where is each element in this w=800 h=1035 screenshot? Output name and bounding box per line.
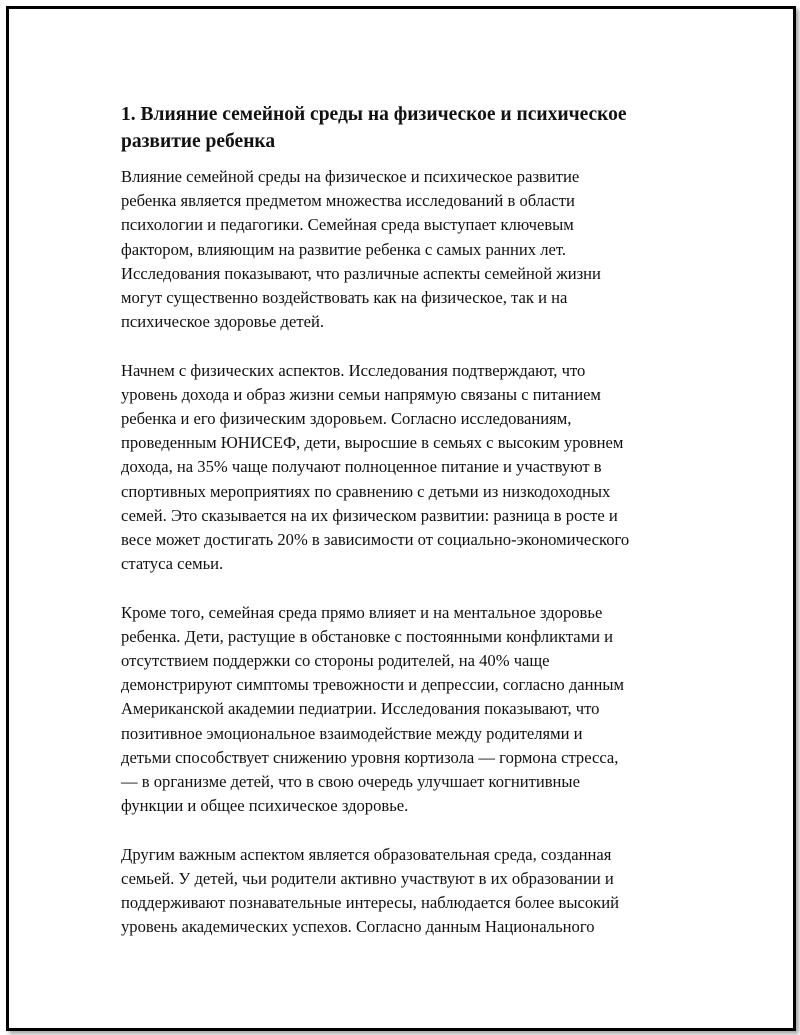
section-heading — [121, 101, 696, 155]
text-line: фактором, влияющим на развитие ребенка с самых ранних лет. — [121, 239, 566, 259]
text-line: позитивное эмоциональное взаимодействие между родителями и — [121, 723, 583, 743]
text-line: детьми способствует снижению уровня кортизола — гормона стресса, — [121, 747, 619, 767]
text-line: проведенным ЮНИСЕФ, дети, выросшие в семьях с высоким уровнем — [121, 433, 624, 453]
heading-line: 1. Влияние семейной среды на физическое и психическое — [121, 104, 627, 125]
text-line: уровень академических успехов. Согласно данным Национального — [121, 917, 595, 937]
text-line: спортивных мероприятиях по сравнению с детьми из низкодоходных — [121, 481, 611, 501]
text-line: ребенка и его физическим здоровьем. Согласно исследованиям, — [121, 409, 572, 429]
text-line: — в организме детей, что в свою очередь улучшает когнитивные — [121, 772, 580, 792]
text-line: Начнем с физических аспектов. Исследования подтверждают, что — [121, 360, 586, 380]
text-line: могут существенно воздействовать как на физическое, так и на — [121, 288, 568, 308]
text-line: психологии и педагогики. Семейная среда выступает ключевым — [121, 215, 574, 235]
text-line: Влияние семейной среды на физическое и психическое развитие — [121, 167, 580, 186]
page-frame — [6, 6, 796, 1031]
text-line: ребенка. Дети, растущие в обстановке с постоянными конфликтами и — [121, 626, 614, 646]
paragraph-4 — [121, 843, 696, 940]
text-line: функции и общее психическое здоровье. — [121, 796, 409, 816]
text-line: Американской академии педиатрии. Исследования показывают, что — [121, 699, 600, 719]
text-line: отсутствием поддержки со стороны родителей, на 40% чаще — [121, 651, 550, 671]
paragraph-2 — [121, 359, 696, 577]
text-line: Другим важным аспектом является образовательная среда, созданная — [121, 844, 612, 864]
heading-line: развитие ребенка — [121, 131, 276, 152]
text-line: статуса семьи. — [121, 554, 224, 574]
text-line: ребенка является предметом множества исследований в области — [121, 191, 575, 211]
text-line: семьей. У детей, чьи родители активно участвуют в их образовании и — [121, 868, 614, 888]
text-line: уровень дохода и образ жизни семьи напрямую связаны с питанием — [121, 384, 601, 404]
text-line: дохода, на 35% чаще получают полноценное питание и участвуют в — [121, 457, 602, 477]
paragraph-3 — [121, 601, 696, 819]
text-line: Кроме того, семейная среда прямо влияет и на ментальное здоровье — [121, 602, 603, 622]
text-line: весе может достигать 20% в зависимости от социально-экономического — [121, 530, 630, 550]
text-line: семей. Это сказывается на их физическом развитии: разница в росте и — [121, 505, 618, 525]
text-line: Исследования показывают, что различные аспекты семейной жизни — [121, 263, 601, 283]
paragraph-1 — [121, 165, 696, 334]
text-line: демонстрируют симптомы тревожности и депрессии, согласно данным — [121, 675, 625, 695]
document-body — [121, 101, 696, 964]
text-line: психическое здоровье детей. — [121, 312, 324, 332]
text-line: поддерживают познавательные интересы, наблюдается более высокий — [121, 893, 619, 913]
